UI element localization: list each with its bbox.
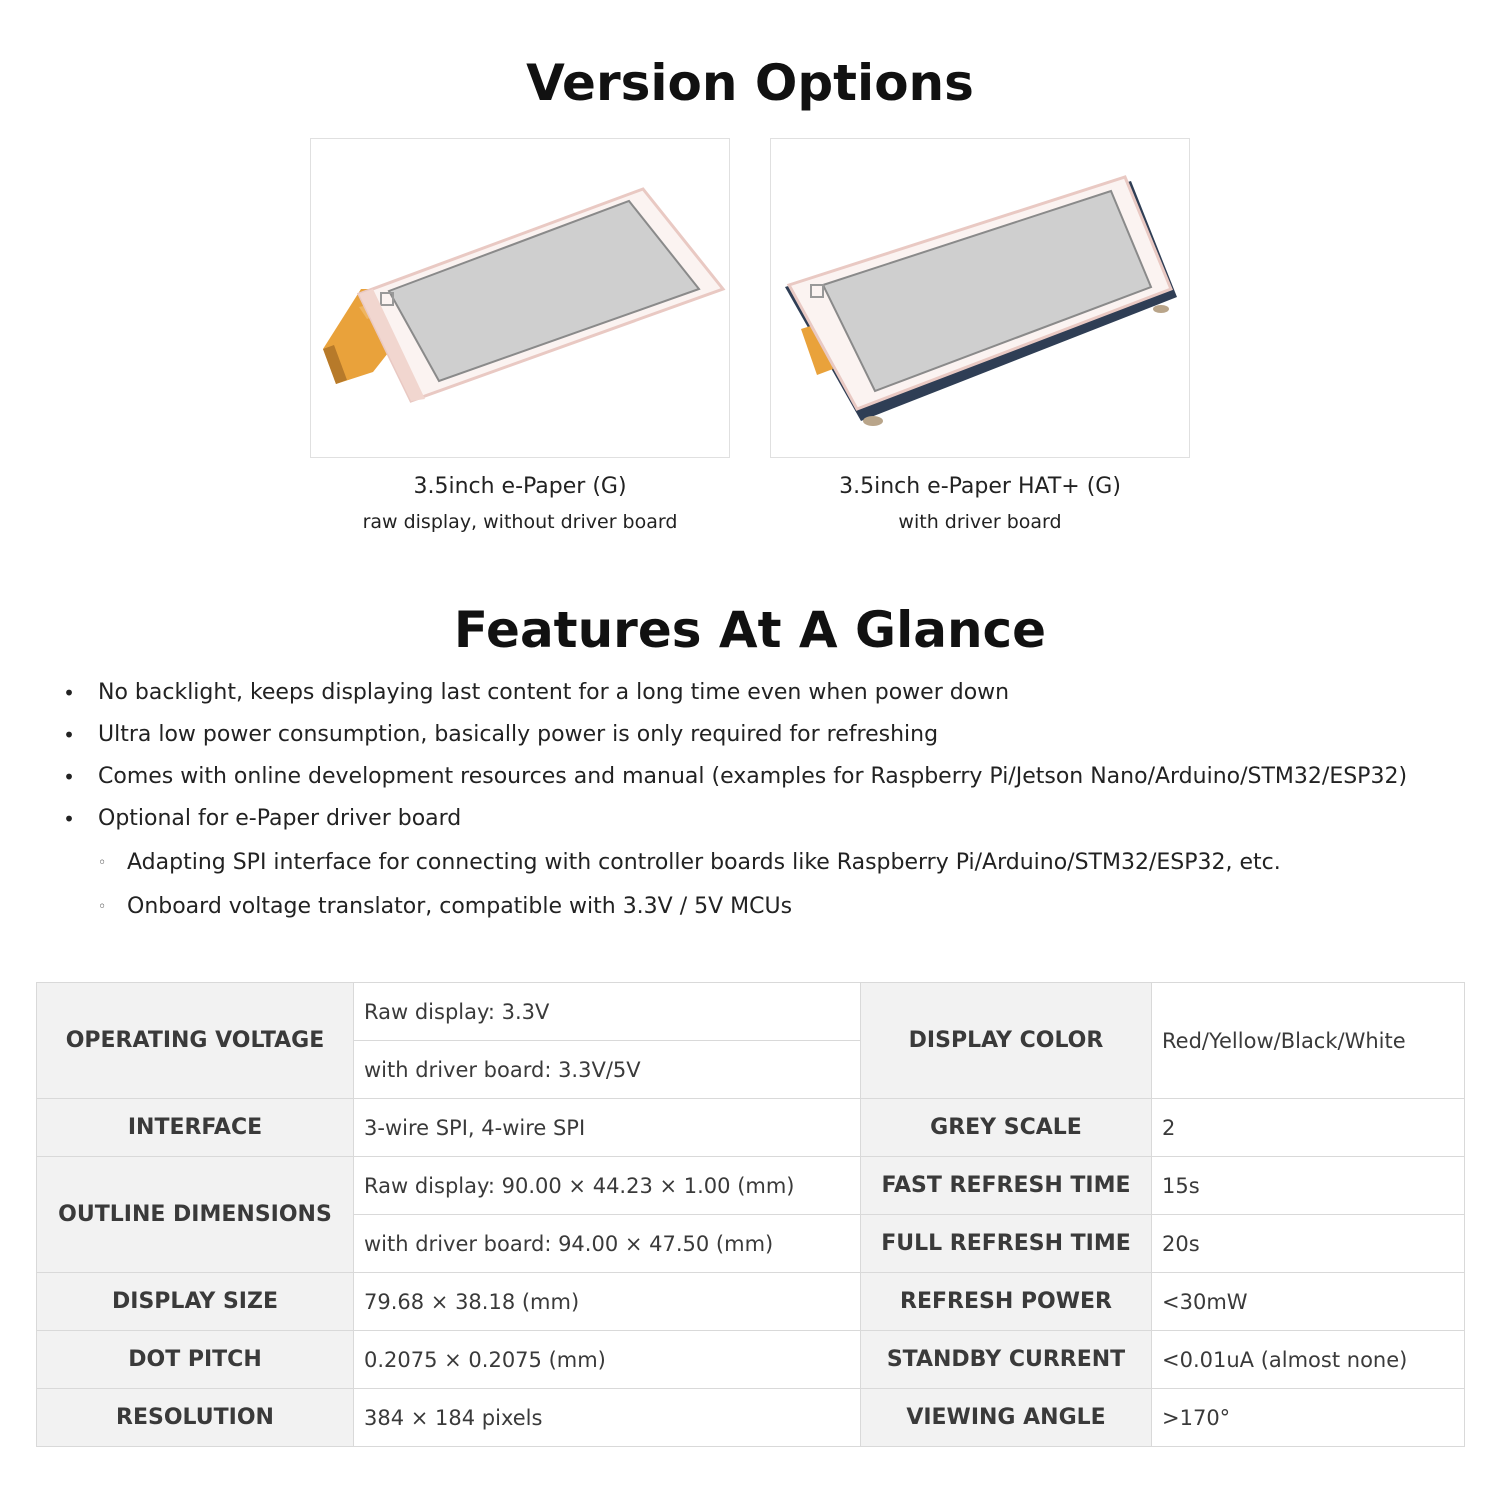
- feature-sub-text: Adapting SPI interface for connecting with controller boards like Raspberry Pi/Arduino/STM32/ESP32, etc.: [127, 850, 1281, 875]
- spec-label-grey-scale: GREY SCALE: [861, 1099, 1152, 1157]
- bullet-icon: •: [63, 807, 75, 831]
- sub-bullet-icon: ◦: [98, 899, 107, 915]
- bullet-icon: •: [63, 723, 75, 747]
- spec-value-refresh-power: <30mW: [1152, 1273, 1465, 1331]
- spec-label-display-size: DISPLAY SIZE: [37, 1273, 354, 1331]
- feature-text: Optional for e-Paper driver board: [98, 806, 462, 831]
- product-note-hat: with driver board: [898, 511, 1062, 533]
- table-row: [37, 1273, 1465, 1331]
- spec-value-viewing-angle: >170°: [1152, 1389, 1465, 1447]
- spec-value-fast-refresh-time: 15s: [1152, 1157, 1465, 1215]
- bullet-icon: •: [63, 765, 75, 789]
- spec-value-operating-voltage-driver: with driver board: 3.3V/5V: [354, 1041, 861, 1099]
- spec-value-outline-dimensions-driver: with driver board: 94.00 × 47.50 (mm): [354, 1215, 861, 1273]
- spec-value-interface: 3-wire SPI, 4-wire SPI: [354, 1099, 861, 1157]
- spec-value-full-refresh-time: 20s: [1152, 1215, 1465, 1273]
- spec-value-grey-scale: 2: [1152, 1099, 1465, 1157]
- table-row: [37, 1099, 1465, 1157]
- product-card-raw-display[interactable]: [310, 138, 730, 534]
- feature-item: [62, 798, 1482, 840]
- feature-item: [62, 714, 1482, 756]
- table-row: [37, 1389, 1465, 1447]
- version-options-title: Version Options: [526, 54, 974, 112]
- spec-value-display-size: 79.68 × 38.18 (mm): [354, 1273, 861, 1331]
- feature-text: Comes with online development resources and manual (examples for Raspberry Pi/Jetson Nano/Arduino/STM32/ESP32): [98, 764, 1408, 789]
- feature-sub-item: [62, 842, 1482, 884]
- table-row: [37, 1157, 1465, 1215]
- spec-value-outline-dimensions-raw: Raw display: 90.00 × 44.23 × 1.00 (mm): [354, 1157, 861, 1215]
- product-name-raw: 3.5inch e-Paper (G): [413, 474, 627, 499]
- spec-value-operating-voltage-raw: Raw display: 3.3V: [354, 983, 861, 1041]
- feature-text: Ultra low power consumption, basically power is only required for refreshing: [98, 722, 939, 747]
- feature-item: [62, 672, 1482, 714]
- feature-sub-item: [62, 886, 1482, 928]
- product-image-hat-plus: [770, 138, 1190, 458]
- spec-label-operating-voltage: OPERATING VOLTAGE: [37, 983, 354, 1099]
- spec-value-resolution: 384 × 184 pixels: [354, 1389, 861, 1447]
- standoff-left: [863, 416, 883, 426]
- spec-value-dot-pitch: 0.2075 × 0.2075 (mm): [354, 1331, 861, 1389]
- epaper-hat-illustration: [771, 139, 1189, 457]
- product-card-hat-plus[interactable]: [770, 138, 1190, 534]
- spec-label-interface: INTERFACE: [37, 1099, 354, 1157]
- table-row: [37, 983, 1465, 1041]
- standoff-right: [1153, 305, 1169, 313]
- product-name-hat: 3.5inch e-Paper HAT+ (G): [839, 474, 1121, 499]
- spec-label-resolution: RESOLUTION: [37, 1389, 354, 1447]
- spec-label-outline-dimensions: OUTLINE DIMENSIONS: [37, 1157, 354, 1273]
- spec-label-full-refresh-time: FULL REFRESH TIME: [861, 1215, 1152, 1273]
- bullet-icon: •: [63, 681, 75, 705]
- spec-label-viewing-angle: VIEWING ANGLE: [861, 1389, 1152, 1447]
- table-row: [37, 1331, 1465, 1389]
- spec-table: [36, 982, 1465, 1447]
- feature-list: [62, 672, 1482, 928]
- spec-label-fast-refresh-time: FAST REFRESH TIME: [861, 1157, 1152, 1215]
- spec-label-standby-current: STANDBY CURRENT: [861, 1331, 1152, 1389]
- feature-sub-text: Onboard voltage translator, compatible with 3.3V / 5V MCUs: [127, 894, 793, 919]
- spec-label-dot-pitch: DOT PITCH: [37, 1331, 354, 1389]
- feature-text: No backlight, keeps displaying last content for a long time even when power down: [98, 680, 1010, 705]
- spec-value-display-color: Red/Yellow/Black/White: [1152, 983, 1465, 1099]
- features-title: Features At A Glance: [453, 601, 1047, 659]
- epaper-raw-illustration: [311, 139, 729, 457]
- product-note-raw: raw display, without driver board: [362, 511, 678, 533]
- spec-label-display-color: DISPLAY COLOR: [861, 983, 1152, 1099]
- product-image-raw-display: [310, 138, 730, 458]
- spec-label-refresh-power: REFRESH POWER: [861, 1273, 1152, 1331]
- feature-item: [62, 756, 1482, 798]
- spec-value-standby-current: <0.01uA (almost none): [1152, 1331, 1465, 1389]
- sub-bullet-icon: ◦: [98, 855, 107, 871]
